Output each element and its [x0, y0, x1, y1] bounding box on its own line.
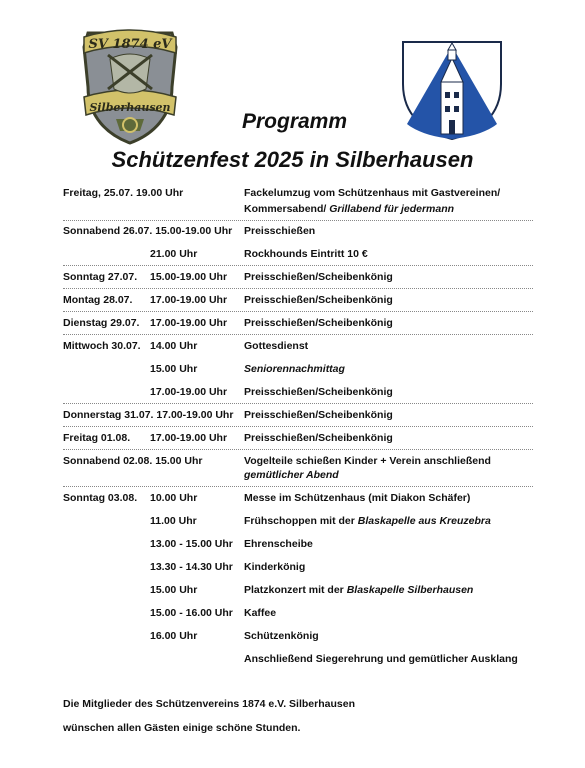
row-event-continued: Kommersabend/ Grillabend für jedermann [244, 203, 455, 215]
row-time: 15.00 - 16.00 Uhr [150, 607, 233, 619]
row-separator [63, 220, 533, 221]
row-time: 17.00-19.00 Uhr [150, 317, 228, 329]
row-event: Preisschießen/Scheibenkönig [244, 317, 393, 329]
row-separator [63, 311, 533, 312]
row-day: Dienstag 29.07. [63, 317, 140, 329]
row-day: Freitag 01.08. [63, 432, 131, 444]
row-time: 15.00-19.00 Uhr [150, 271, 228, 283]
row-event: Kinderkönig [244, 561, 306, 573]
row-event: Seniorennachmittag [244, 363, 345, 375]
row-time: 10.00 Uhr [150, 492, 198, 504]
footer-line-2: wünschen allen Gästen einige schöne Stunden. [63, 722, 301, 734]
row-time: 17.00-19.00 Uhr [150, 386, 228, 398]
row-day: Sonnabend 26.07. 15.00-19.00 Uhr [63, 225, 233, 237]
footer-line-1: Die Mitglieder des Schützenvereins 1874 e.V. Silberhausen [63, 698, 355, 710]
row-day: Donnerstag 31.07. 17.00-19.00 Uhr [63, 409, 234, 421]
row-separator [63, 403, 533, 404]
logo-top-text: SV 1874 eV [88, 37, 172, 52]
row-separator [63, 265, 533, 266]
row-separator [63, 486, 533, 487]
row-event: Anschließend Siegerehrung und gemütlicher Ausklang [244, 653, 518, 665]
row-event: Frühschoppen mit der Blaskapelle aus Kreuzebra [244, 515, 491, 527]
row-time: 15.00 Uhr [150, 363, 198, 375]
row-time: 17.00-19.00 Uhr [150, 294, 228, 306]
row-event: Preisschießen/Scheibenkönig [244, 271, 393, 283]
row-day: Sonntag 27.07. [63, 271, 138, 283]
row-time: 21.00 Uhr [150, 248, 198, 260]
row-separator [63, 288, 533, 289]
row-day: Sonntag 03.08. [63, 492, 138, 504]
page-subtitle: Schützenfest 2025 in Silberhausen [111, 147, 474, 172]
row-day: Montag 28.07. [63, 294, 133, 306]
row-event: Preisschießen/Scheibenkönig [244, 432, 393, 444]
row-event: Vogelteile schießen Kinder + Verein anschließend [244, 455, 491, 467]
row-event: Gottesdienst [244, 340, 309, 352]
row-event: Rockhounds Eintritt 10 € [244, 248, 368, 260]
row-event: Fackelumzug vom Schützenhaus mit Gastvereinen/ [244, 187, 501, 199]
row-time: 11.00 Uhr [150, 515, 197, 527]
row-event: Preisschießen/Scheibenkönig [244, 386, 393, 398]
row-event: Kaffee [244, 607, 277, 619]
row-event: Schützenkönig [244, 630, 319, 642]
row-day: Mittwoch 30.07. [63, 340, 141, 352]
row-time: 14.00 Uhr [150, 340, 198, 352]
row-event: Preisschießen [244, 225, 316, 237]
row-time: 16.00 Uhr [150, 630, 198, 642]
row-event: Preisschießen/Scheibenkönig [244, 409, 393, 421]
row-separator [63, 334, 533, 335]
row-event-continued: gemütlicher Abend [244, 469, 339, 481]
row-event: Platzkonzert mit der Blaskapelle Silberhausen [244, 584, 474, 596]
row-time: 13.30 - 14.30 Uhr [150, 561, 233, 573]
row-event: Ehrenscheibe [244, 538, 313, 550]
row-time: 17.00-19.00 Uhr [150, 432, 228, 444]
page-title: Programm [241, 110, 348, 133]
row-time: 13.00 - 15.00 Uhr [150, 538, 233, 550]
logo-bottom-text: Silberhausen [89, 101, 171, 114]
row-separator [63, 449, 533, 450]
row-separator [63, 426, 533, 427]
row-event: Preisschießen/Scheibenkönig [244, 294, 393, 306]
row-time: 15.00 Uhr [150, 584, 198, 596]
row-day: Freitag, 25.07. 19.00 Uhr [63, 187, 184, 199]
row-day: Sonnabend 02.08. 15.00 Uhr [63, 455, 203, 467]
row-event: Messe im Schützenhaus (mit Diakon Schäfer) [244, 492, 471, 504]
